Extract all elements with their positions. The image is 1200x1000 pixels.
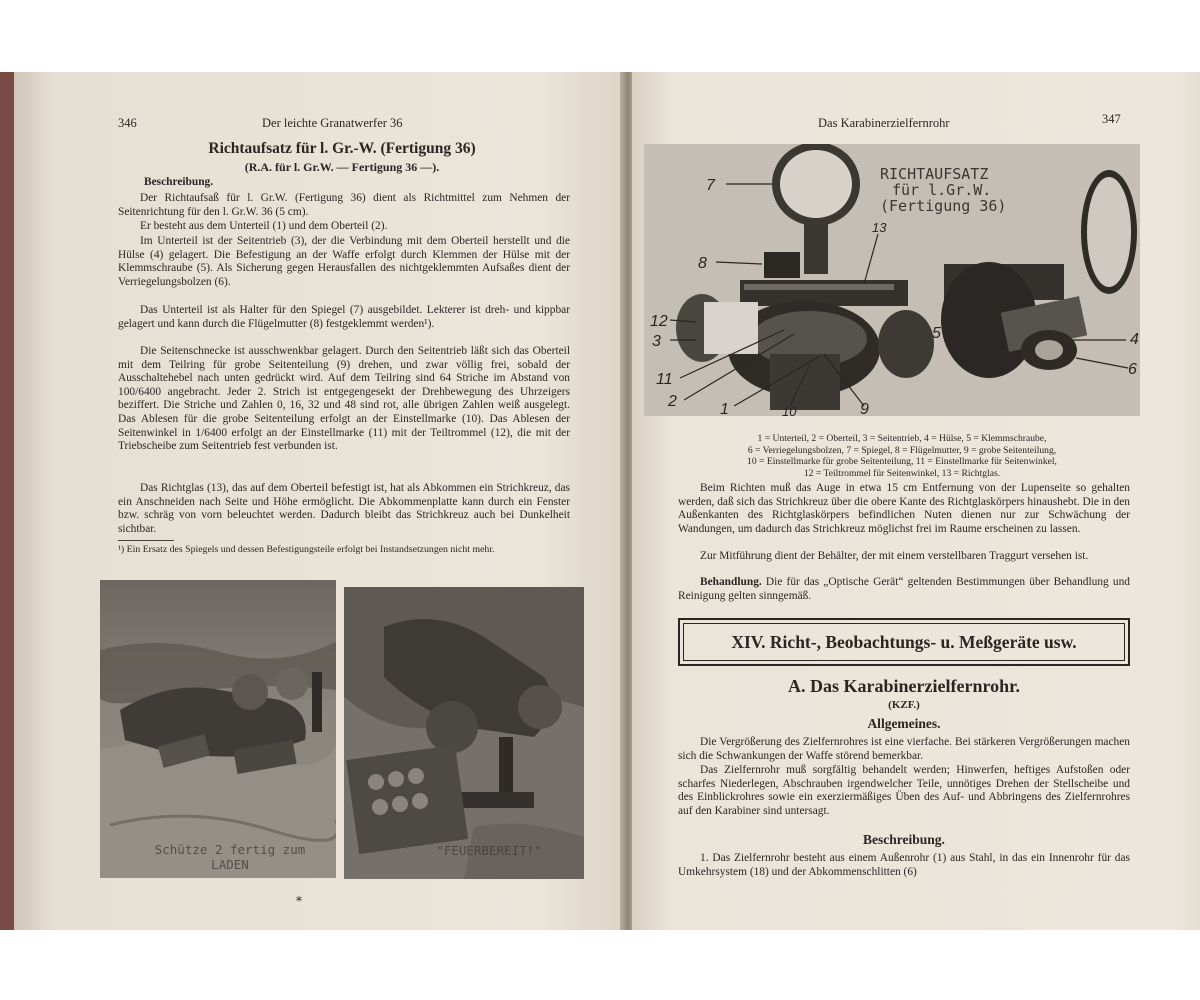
figure-sight-photo [644,144,1140,416]
callout-1: 1 [720,401,729,416]
open-book [0,72,1200,930]
right-page [632,72,1200,930]
legend-line: 10 = Einstellmarke für grobe Seitenteilung, 11 = Einstellmarke für Seitenwinkel, [747,456,1057,467]
callout-4: 4 [1130,331,1139,348]
figure-stamp-line: RICHTAUFSATZ [880,165,989,183]
legend-line: 6 = Verriegelungsbolzen, 7 = Spiegel, 8 = Flügelmutter, 9 = grobe Seitenteilung, [747,444,1057,456]
callout-2: 2 [668,393,677,410]
book-edge [0,72,14,930]
callout-7: 7 [706,177,715,194]
description-heading: Beschreibung. [863,832,945,847]
signature-mark: * [296,894,302,908]
photo-caption-right: "FEUERBEREIT!" [436,843,542,858]
paragraph: Die Vergrößerung des Zielfernrohres ist eine vierfache. Bei stärkeren Vergrößerungen machen sich die Schwankungen der Waffe störend bemerkbar. [678,736,1130,762]
photo-soldier-prone [100,580,336,878]
figure-stamp-line: für l.Gr.W. [892,181,992,199]
callout-9: 9 [860,401,869,416]
general-heading: Allgemeines. [867,716,941,731]
callout-10: 10 [782,404,797,416]
callout-8: 8 [698,255,707,272]
paragraph: 1. Das Zielfernrohr besteht aus einem Außenrohr (1) aus Stahl, in das ein Innenrohr für das Umkehrsystem (18) und der Abkommenschlitten (6) [678,852,1130,878]
chapter-box [678,618,1130,666]
chapter-title: XIV. Richt-, Beobachtungs- u. Meßgeräte usw. [731,631,1077,652]
callout-13: 13 [872,220,887,235]
paragraph: Der Richtaufsaß für l. Gr.W. (Fertigung 36) dient als Richtmittel zum Nehmen der Seitenrichtung für den l. Gr.W. 36 (5 cm). [118,192,570,218]
footnote: ¹) Ein Ersatz des Spiegels und dessen Befestigungsteile erfolgt bei Instandsetzungen nicht mehr. [118,544,495,555]
page-subtitle: (R.A. für l. Gr.W. — Fertigung 36 —). [244,160,440,174]
figure-legend [672,433,1132,479]
handling-text: Die für das „Optische Gerät“ geltenden Bestimmungen über Behandlung und Reinigung gelten sinngemäß. [678,576,1130,602]
section-heading: Beschreibung. [144,176,214,188]
running-head-left: Der leichte Granatwerfer 36 [262,116,403,130]
figure-stamp [880,166,1006,214]
page-number-left: 346 [118,116,137,130]
footnote-rule [118,540,174,541]
running-head-right: Das Karabinerzielfernrohr [818,116,950,130]
handling-label: Behandlung. [700,576,762,588]
page-title: Richtaufsatz für l. Gr.-W. (Fertigung 36) [208,140,476,157]
figure-stamp-line: (Fertigung 36) [880,197,1007,215]
paragraph: Er besteht aus dem Unterteil (1) und dem Oberteil (2). [140,220,388,232]
paragraph: Beim Richten muß das Auge in etwa 15 cm Entfernung von der Lupenseite so gehalten werden, daß sich das Strichkreuz über die obere Kante des Richtglaskörpers hinaushebt. Die in den Außenkanten des Richtglaskörpers befindlichen Nuten dienen nur zur Schwächung der Wandungen, um dadurch das Strichkreuz möglichst frei im Raume erscheinen zu lassen. [678,482,1130,535]
paragraph: Die Seitenschnecke ist ausschwenkbar gelagert. Durch den Seitentrieb läßt sich das Oberteil mit dem Teilring für grobe Seitenteilung (9) drehen, und zwar völlig frei, sobald der Ausschaltehebel nach unten gedrückt wird. Auf dem Teilring sind 64 Striche im Abstand von 100/6400 angebracht. Jeder 2. Strich ist entgegengesekt der Drehbewegung des Uhrzeigers beziffert. Die Striche und Zahlen 0, 16, 32 und 48 sind rot, alle übrigen Zahlen weiß ausgelegt. Das Ablesen für die grobe Seitenteilung erfolgt an der Einstellmarke (10). Das Ablesen der Seitenwinkel in 1/6400 erfolgt an der Einstellmarke (11) mit der Teiltrommel (12), die mit der Triebscheibe zum Seitentrieb fest verbunden ist. [118,345,570,453]
page-number-right: 347 [1102,112,1121,126]
legend-line: 12 = Teiltrommel für Seitenwinkel, 13 = Richtglas. [803,467,1001,479]
section-abbr: (KZF.) [888,699,920,711]
section-title: A. Das Karabinerzielfernrohr. [788,676,1020,696]
paragraph: Im Unterteil ist der Seitentrieb (3), der die Verbindung mit dem Oberteil herstellt und die Hülse (4) gelagert. Die Befestigung an der Waffe erfolgt durch Klemmen der Hülse mit der Klemmschraube (5). Als Sicherung gegen Herausfallen des nichtgeklemmten Aufsaßes dient der Verriegelungsbolzen (6). [118,235,570,288]
photo-caption-left: Schütze 2 fertig zum LADEN [154,842,306,872]
paragraph: Das Unterteil ist als Halter für den Spiegel (7) ausgebildet. Lekterer ist dreh- und kippbar gelagert und kann durch die Flügelmutter (8) festgeklemmt werden¹). [118,304,570,330]
legend-line: 1 = Unterteil, 2 = Oberteil, 3 = Seitentrieb, 4 = Hülse, 5 = Klemmschraube, [757,433,1047,444]
paragraph: Zur Mitführung dient der Behälter, der mit einem verstellbaren Traggurt versehen ist. [700,550,1089,562]
handling-paragraph [678,576,1130,603]
paragraph: Das Zielfernrohr muß sorgfältig behandelt werden; Hinwerfen, heftiges Aufstoßen oder scharfes Niederlegen, Abschrauben irgendwelcher Teile, unnötiges Drehen der Stellscheibe und des Einblickrohres sowie ein exerziermäßiges Üben des Auf- und Abbringens des Zielfernrohres auf den Karabiner sind untersagt. [678,764,1130,817]
left-page [14,72,624,930]
photo-mortar-crew [344,587,584,879]
callout-5: 5 [932,325,941,342]
callout-3: 3 [652,333,661,350]
callout-6: 6 [1128,361,1137,378]
callout-11: 11 [656,371,673,388]
paragraph: Das Richtglas (13), das auf dem Oberteil befestigt ist, hat als Abkommen ein Strichkreuz, das ein Anschneiden nach Seite und Höhe ermöglicht. Die Abkommenplatte kann durch ein Fenster bzw. schräg von vorn beleuchtet werden. Dadurch bleibt das Strichkreuz auch bei Dunkelheit sichtbar. [118,482,570,535]
callout-12: 12 [650,313,668,330]
